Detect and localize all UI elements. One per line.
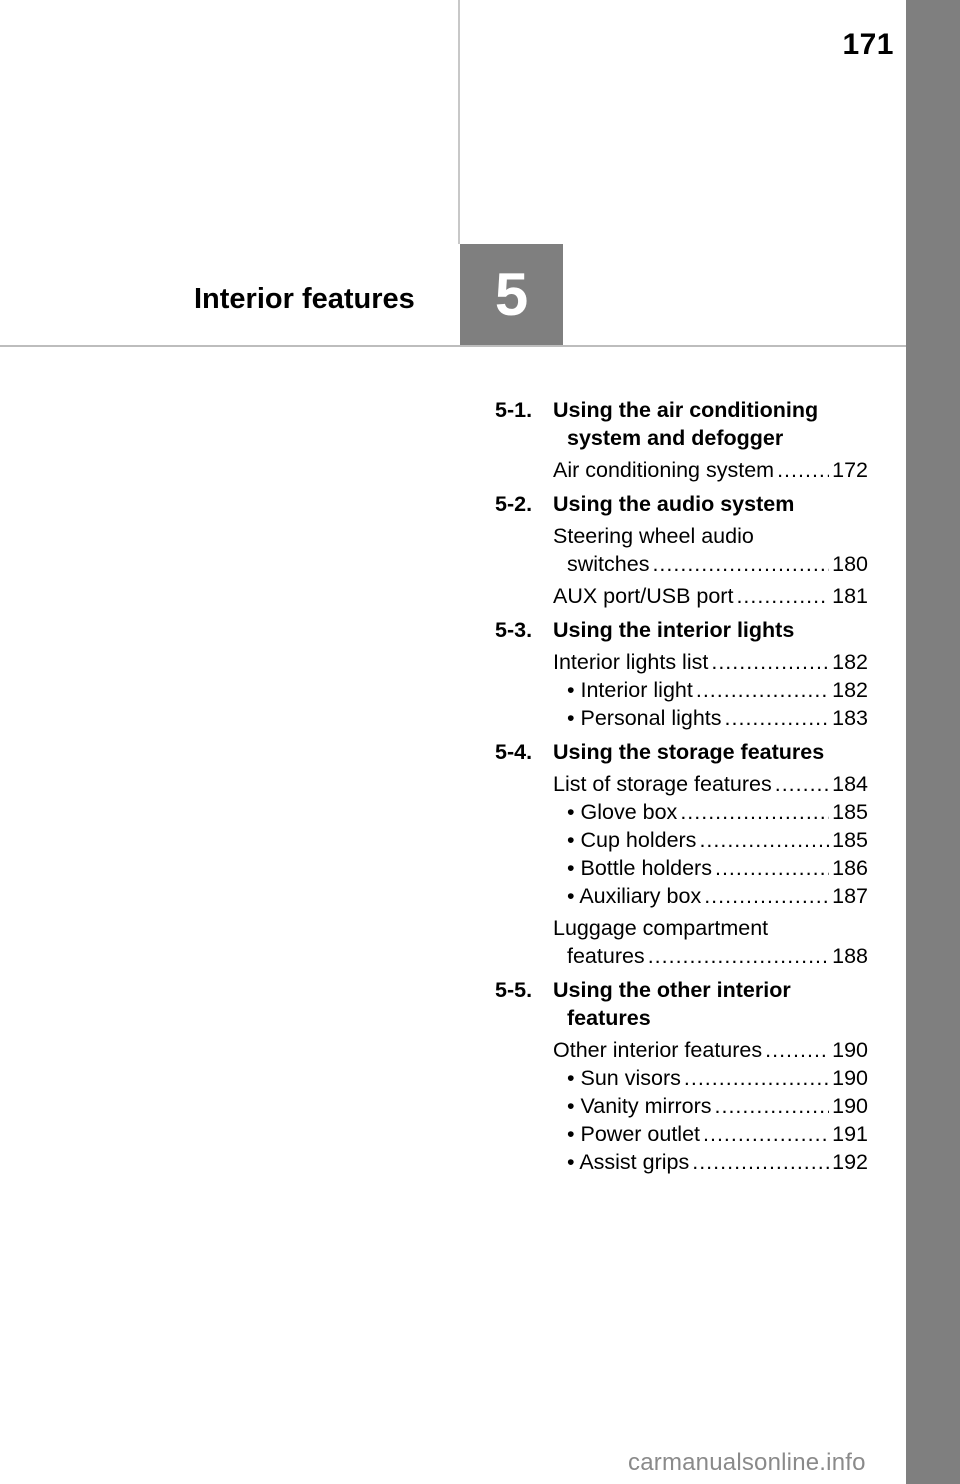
page-ref: 172 [832,458,868,482]
entry-group [553,456,868,484]
toc-subentry[interactable] [553,1092,868,1120]
toc-subentry[interactable] [553,1064,868,1092]
section-number: 5-1. [495,398,533,422]
section-entries [495,1036,868,1176]
toc-entry-label: • Cup holders [567,828,697,852]
page-ref: 190 [832,1066,868,1090]
entry-group [553,1036,868,1176]
header-divider-vertical [458,0,460,244]
toc-entry[interactable] [553,522,868,578]
page-ref: 181 [832,584,868,608]
page-ref: 180 [832,552,868,576]
toc-entry-label: • Assist grips [567,1150,690,1174]
section-number: 5-4. [495,740,533,764]
section-title-line: Using the storage features [553,740,825,764]
leader-dots [648,942,829,970]
section-number: 5-2. [495,492,533,516]
leader-dots [765,1036,829,1064]
toc-entry-row [553,550,868,578]
section-number: 5-5. [495,978,533,1002]
toc-section [495,616,868,732]
watermark: carmanualsonline.info [628,1449,866,1476]
toc-entry-label: switches [567,552,650,576]
leader-dots [775,770,829,798]
header-divider-horizontal [0,345,906,347]
leader-dots [684,1064,829,1092]
section-title-line: features [567,1006,651,1030]
table-of-contents [495,396,868,1182]
toc-subentry[interactable] [553,676,868,704]
entry-group [553,522,868,578]
section-heading[interactable] [495,616,868,644]
page-ref: 184 [832,772,868,796]
toc-section [495,490,868,610]
leader-dots [715,854,829,882]
entry-group [553,582,868,610]
toc-entry[interactable] [553,648,868,676]
toc-entry-label: • Vanity mirrors [567,1094,712,1118]
section-entries [495,648,868,732]
section-entries [495,456,868,484]
section-heading[interactable] [495,976,868,1032]
leader-dots [711,648,829,676]
toc-entry-label: • Auxiliary box [567,884,702,908]
toc-entry-label: Interior lights list [553,650,709,674]
section-title-line: Using the other interior [553,978,791,1002]
page-ref: 190 [832,1038,868,1062]
section-entries [495,522,868,610]
section-title [553,616,868,644]
leader-dots [652,550,829,578]
toc-entry[interactable] [553,770,868,798]
section-heading[interactable] [495,396,868,452]
section-title [553,738,868,766]
toc-subentry[interactable] [553,854,868,882]
leader-dots [699,826,829,854]
toc-subentry[interactable] [553,1120,868,1148]
chapter-title: Interior features [194,283,415,315]
toc-entry-row [553,942,868,970]
toc-subentry[interactable] [553,798,868,826]
entry-group [553,648,868,732]
toc-entry-label: • Personal lights [567,706,722,730]
entry-group [553,770,868,910]
page-ref: 186 [832,856,868,880]
section-heading[interactable] [495,490,868,518]
chapter-side-tab [906,0,960,1484]
toc-subentry[interactable] [553,882,868,910]
section-number: 5-3. [495,618,533,642]
leader-dots [696,676,829,704]
page-ref: 185 [832,800,868,824]
page-ref: 190 [832,1094,868,1118]
leader-dots [692,1148,829,1176]
toc-entry-label: • Power outlet [567,1122,701,1146]
toc-entry-label: List of storage features [553,772,772,796]
toc-entry-label: • Sun visors [567,1066,681,1090]
section-title-line: system and defogger [567,426,784,450]
toc-entry-label: AUX port/USB port [553,584,734,608]
chapter-number-box: 5 [460,244,563,345]
leader-dots [736,582,829,610]
toc-section [495,976,868,1176]
leader-dots [703,1120,829,1148]
toc-entry-label: • Bottle holders [567,856,712,880]
entry-group [553,914,868,970]
section-entries [495,770,868,970]
leader-dots [725,704,830,732]
toc-entry-label: Steering wheel audio [553,524,754,548]
page-ref: 188 [832,944,868,968]
toc-subentry[interactable] [553,704,868,732]
section-title-line: Using the interior lights [553,618,795,642]
toc-entry-label: Air conditioning system [553,458,775,482]
section-title-line: Using the air conditioning [553,398,819,422]
section-title [553,396,868,452]
page-ref: 191 [832,1122,868,1146]
section-title-line: Using the audio system [553,492,795,516]
page-number: 171 [842,28,894,61]
toc-entry-label: Other interior features [553,1038,763,1062]
leader-dots [715,1092,830,1120]
toc-section [495,738,868,970]
page-ref: 192 [832,1150,868,1174]
page-ref: 187 [832,884,868,908]
leader-dots [777,456,829,484]
page-ref: 182 [832,678,868,702]
page-ref: 185 [832,828,868,852]
toc-subentry[interactable] [553,826,868,854]
leader-dots [680,798,829,826]
toc-subentry[interactable] [553,1148,868,1176]
toc-entry[interactable] [553,914,868,970]
toc-entry-label: features [567,944,645,968]
leader-dots [704,882,829,910]
toc-entry-label: • Interior light [567,678,693,702]
section-title [553,490,868,518]
toc-entry[interactable] [553,582,868,610]
page-ref: 182 [832,650,868,674]
toc-entry-label: • Glove box [567,800,678,824]
section-title [553,976,868,1032]
toc-entry-label: Luggage compartment [553,916,769,940]
toc-entry[interactable] [553,456,868,484]
page-ref: 183 [832,706,868,730]
toc-entry[interactable] [553,1036,868,1064]
toc-section [495,396,868,484]
section-heading[interactable] [495,738,868,766]
